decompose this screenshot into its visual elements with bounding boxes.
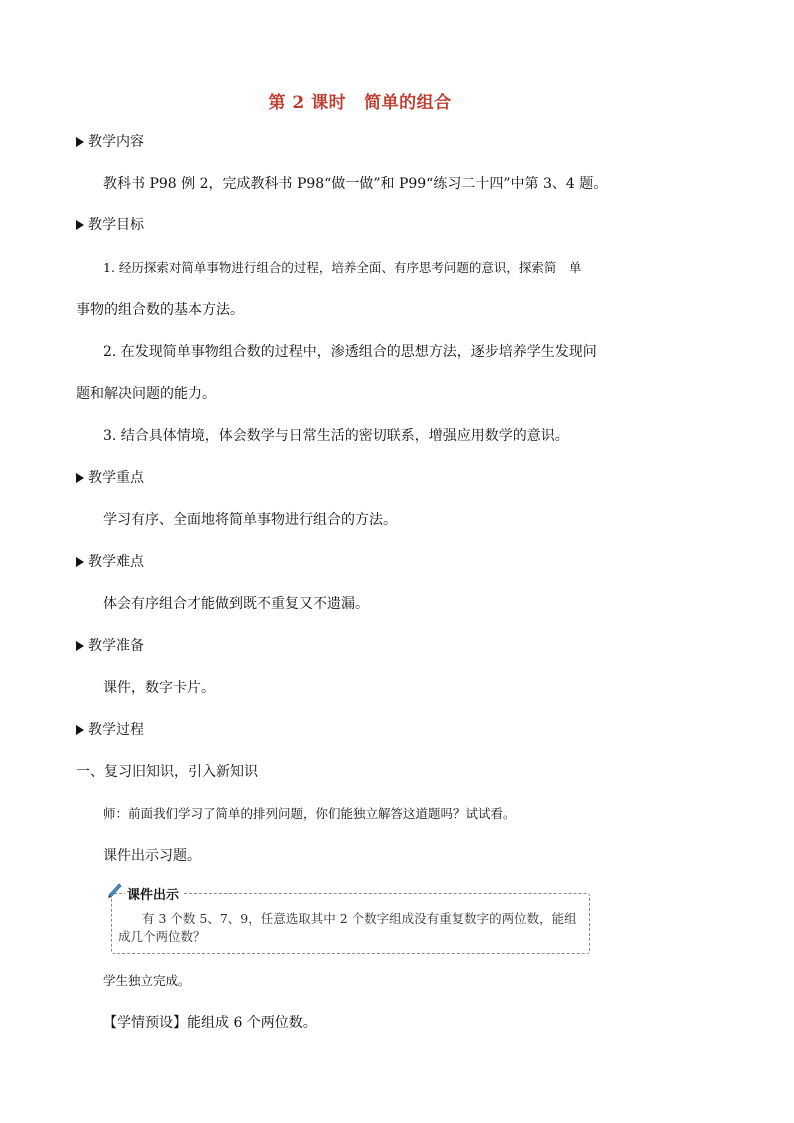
triangle-bullet-icon: [76, 641, 84, 651]
step-1-heading: 一、复习旧知识，引入新知识: [76, 764, 258, 780]
teacher-line: 师：前面我们学习了简单的排列问题，你们能独立解答这道题吗？试试看。: [103, 806, 516, 821]
difficulty-text: 体会有序组合才能做到既不重复又不遗漏。: [103, 596, 369, 612]
goal-2-line-2: 题和解决问题的能力。: [76, 386, 216, 402]
triangle-bullet-icon: [76, 473, 84, 483]
triangle-bullet-icon: [76, 725, 84, 735]
section-heading-goals: 教学目标: [76, 216, 144, 234]
goal-2-line-1: 2. 在发现简单事物组合数的过程中，渗透组合的思想方法，逐步培养学生发现问: [103, 344, 597, 360]
triangle-bullet-icon: [76, 557, 84, 567]
box-label: 课件出示: [125, 884, 183, 903]
pen-icon: [106, 880, 124, 898]
section-heading-content: 教学内容: [76, 133, 144, 151]
section-heading-key: 教学重点: [76, 469, 144, 487]
section-heading-difficulty: 教学难点: [76, 553, 144, 571]
key-text: 学习有序、全面地将简单事物进行组合的方法。: [103, 512, 397, 528]
box-problem-text: 有 3 个数 5、7、9，任意选取其中 2 个数字组成没有重复数字的两位数，能组成几个两位数？: [118, 911, 577, 944]
preset-line: 【学情预设】能组成 6 个两位数。: [103, 1015, 317, 1031]
prep-text: 课件，数字卡片。: [103, 680, 215, 696]
goal-1-line-2: 事物的组合数的基本方法。: [76, 302, 244, 318]
goal-1-line-1: 1. 经历探索对简单事物进行组合的过程，培养全面、有序思考问题的意识，探索简 单: [103, 260, 582, 275]
section-heading-process: 教学过程: [76, 721, 144, 739]
lesson-subtitle: 简单的组合: [364, 93, 452, 113]
triangle-bullet-icon: [76, 137, 84, 147]
lesson-title: [0, 88, 720, 113]
lesson-number: 第 2 课时: [268, 93, 347, 113]
section-heading-prep: 教学准备: [76, 637, 144, 655]
triangle-bullet-icon: [76, 220, 84, 230]
student-line: 学生独立完成。: [103, 973, 191, 988]
goal-3: 3. 结合具体情境，体会数学与日常生活的密切联系，增强应用数学的意识。: [103, 428, 569, 444]
courseware-line: 课件出示习题。: [103, 848, 201, 864]
courseware-box: [111, 888, 590, 954]
content-text: 教科书 P98 例 2，完成教科书 P98“做一做”和 P99“练习二十四”中第 3、4 题。: [103, 176, 608, 192]
